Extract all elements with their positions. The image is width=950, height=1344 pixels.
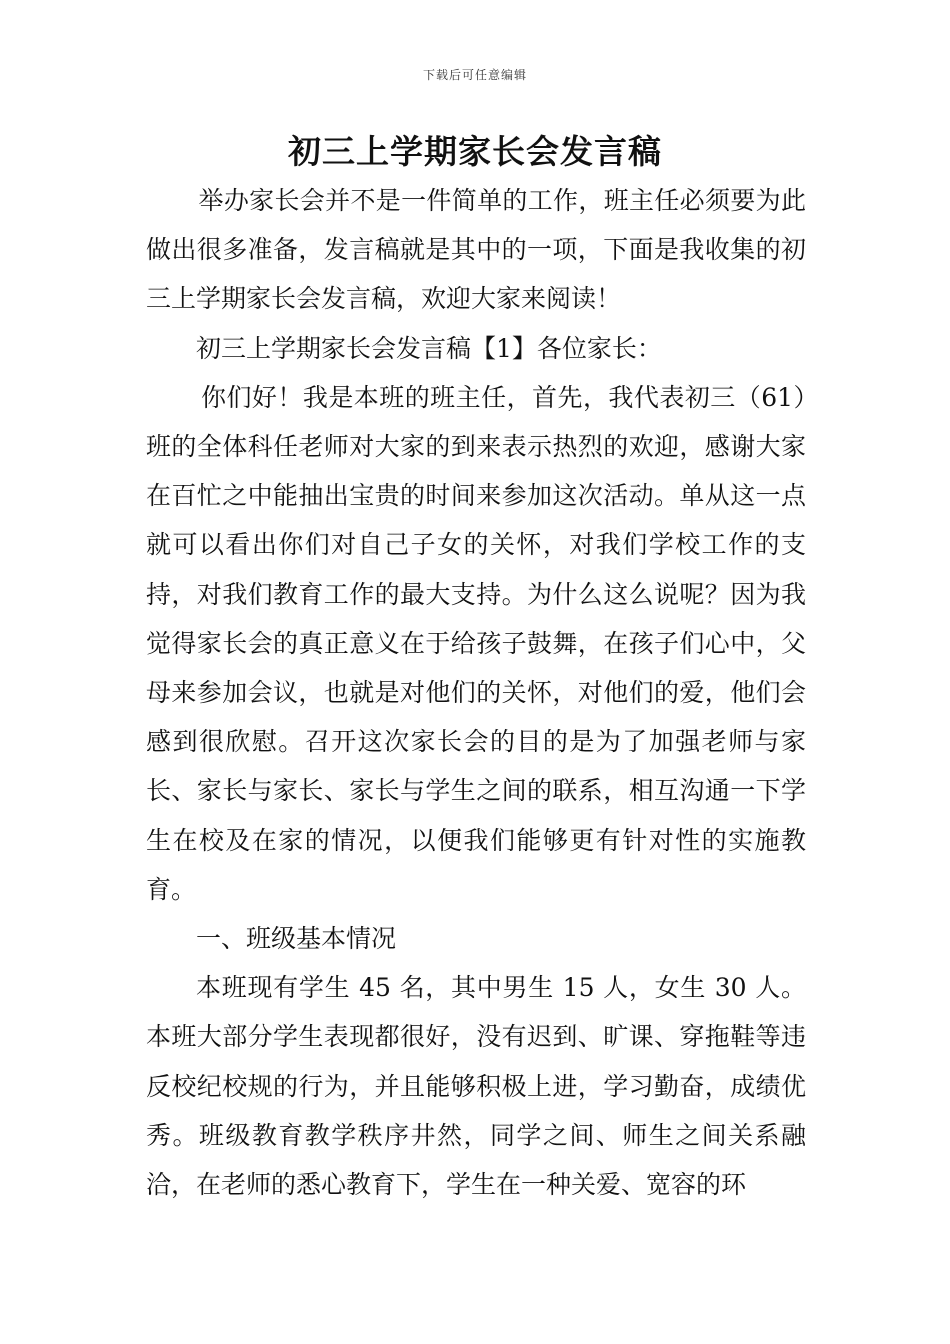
section-heading-class-overview: 一、班级基本情况	[196, 924, 397, 954]
paragraph-speech-heading: 初三上学期家长会发言稿【1】各位家长：	[196, 333, 662, 363]
paragraph-class-overview: 本班现有学生 45 名，其中男生 15 人，女生 30 人。本班大部分学生表现都很好，没有迟到、旷课、穿拖鞋等违反校纪校规的行为，并且能够积极上进，学习勤奋，成绩优秀。班级教育教学秩序井然，同学之间、师生之间关系融洽，在老师的悉心教育下，学生在一种关爱、宽容的环	[146, 973, 806, 1200]
paragraph-intro: 举办家长会并不是一件简单的工作，班主任必须要为此做出很多准备，发言稿就是其中的一项，下面是我收集的初三上学期家长会发言稿，欢迎大家来阅读！	[146, 186, 806, 314]
header-note: 下载后可任意编辑	[422, 68, 527, 82]
document-body	[146, 176, 806, 1209]
document-title: 初三上学期家长会发言稿	[288, 132, 662, 171]
paragraph-greeting: 你们好！我是本班的班主任，首先，我代表初三（61）班的全体科任老师对大家的到来表示热烈的欢迎，感谢大家在百忙之中能抽出宝贵的时间来参加这次活动。单从这一点就可以看出你们对自己子女的关怀，对我们学校工作的支持，对我们教育工作的最大支持。为什么这么说呢？因为我觉得家长会的真正意义在于给孩子鼓舞，在孩子们心中，父母来参加会议，也就是对他们的关怀，对他们的爱，他们会感到很欣慰。召开这次家长会的目的是为了加强老师与家长、家长与家长、家长与学生之间的联系，相互沟通一下学生在校及在家的情况，以便我们能够更有针对性的实施教育。	[146, 382, 806, 904]
